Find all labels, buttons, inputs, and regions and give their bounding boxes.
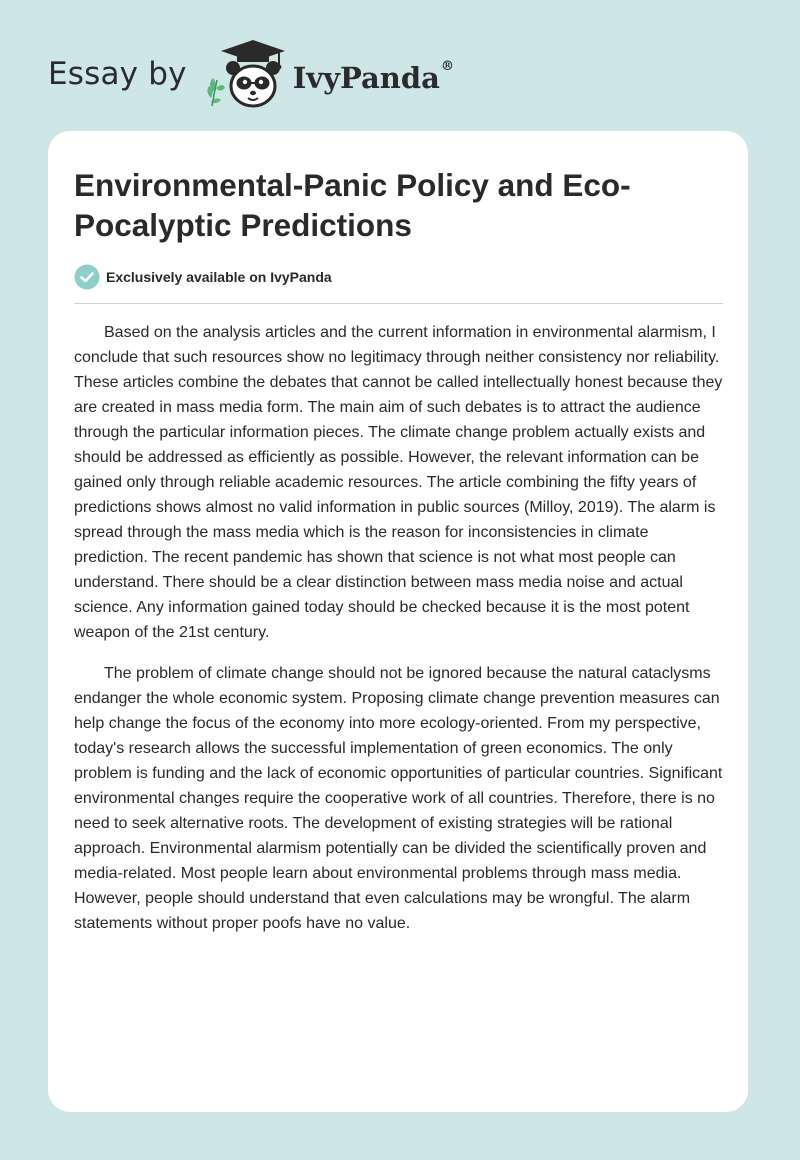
panda-graduate-logo-icon[interactable] [201, 36, 293, 112]
page-title: Environmental-Panic Policy and Eco-Pocalyptic Predictions [74, 167, 631, 243]
registered-mark: ® [440, 59, 454, 74]
exclusive-label: Exclusively available on IvyPanda [106, 269, 332, 285]
exclusive-badge [74, 264, 332, 290]
brand-prefix: Essay by [48, 56, 187, 92]
site-header [48, 36, 454, 112]
article-body [74, 320, 724, 952]
brand-name-text: IvyPanda [292, 61, 440, 95]
brand-name[interactable] [293, 61, 454, 95]
article-card [48, 131, 748, 1112]
paragraph: The problem of climate change should not be ignored because the natural cataclysms endanger the whole economic system. Proposing climate change prevention measures can help change the focus of the economy into more ecology-oriented. From my perspective, today's research allows the successful implementation of green economics. The only problem is funding and the lack of economic opportunities of particular countries. Significant environmental changes require the cooperative work of all countries. Therefore, there is no need to seek alternative roots. The development of existing strategies will be rational approach. Environmental alarmism potentially can be divided the scientifically proven and media-related. Most people learn about environmental problems through mass media. However, people should understand that even calculations may be wrongful. The alarm statements without proper poofs have no value. [74, 665, 723, 932]
check-circle-icon [74, 264, 100, 290]
divider [74, 303, 723, 304]
paragraph: Based on the analysis articles and the current information in environmental alarmism, I conclude that such resources show no legitimacy through neither consistency nor reliability. These articles combine the debates that cannot be called intellectually honest because they are created in mass media form. The main aim of such debates is to attract the audience through the particular information pieces. The climate change problem actually exists and should be addressed as efficiently as possible. However, the relevant information can be gained only through reliable academic resources. The article combining the fifty years of predictions shows almost no valid information in public sources (Milloy, 2019). The alarm is spread through the mass media which is the reason for inconsistencies in climate prediction. The recent pandemic has shown that science is not what most people can understand. There should be a clear distinction between mass media noise and actual science. Any information gained today should be checked because it is the most potent weapon of the 21st century. [74, 324, 723, 641]
